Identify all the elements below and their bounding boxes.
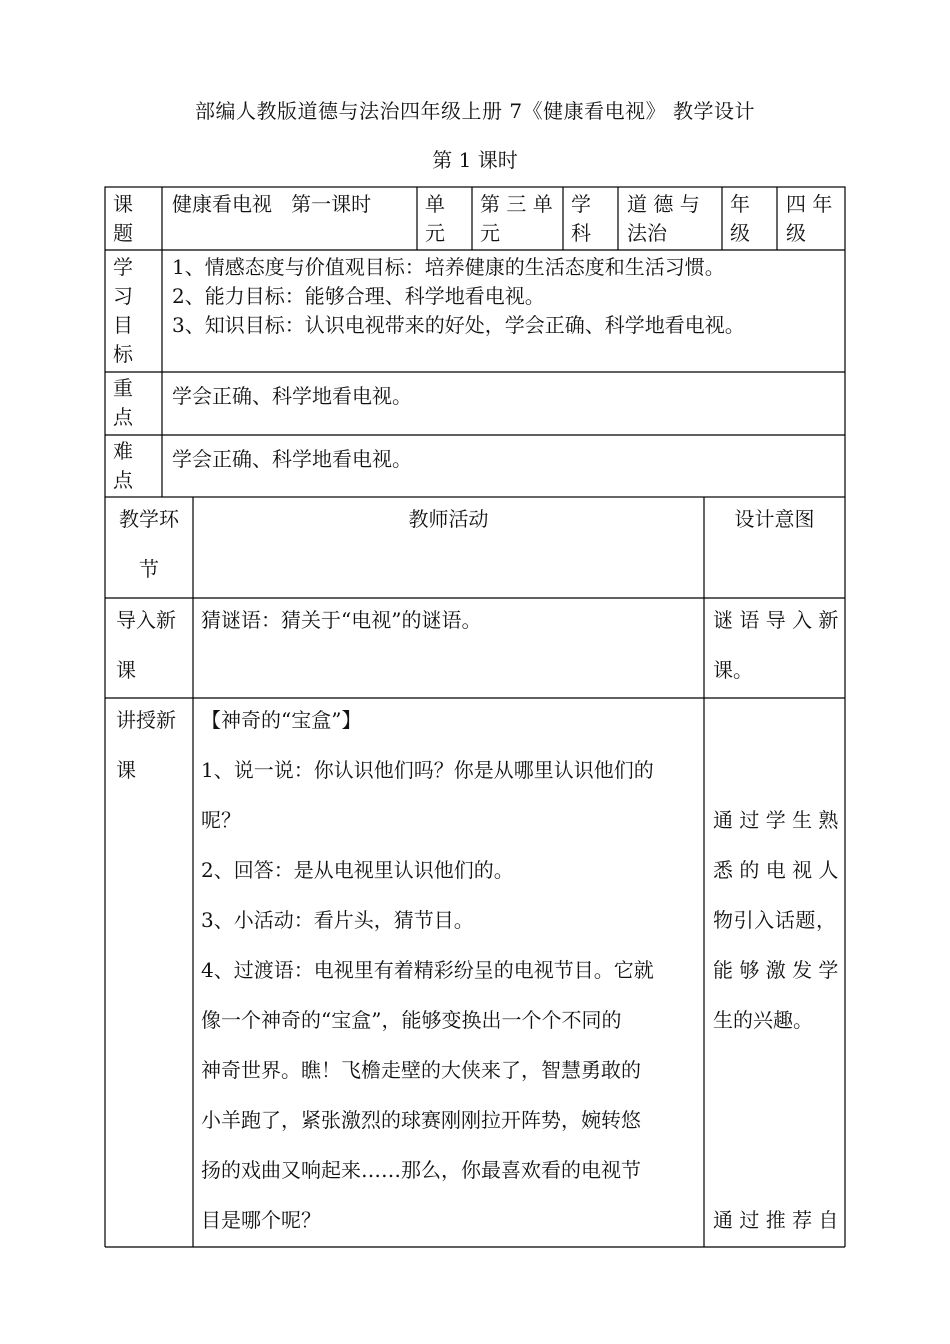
activity-line: 2、回答：是从电视里认识他们的。 [201, 858, 514, 882]
activity-line: 扬的戏曲又响起来……那么，你最喜欢看的电视节 [201, 1158, 641, 1182]
topic-label: 课 题 [113, 192, 133, 245]
topic-value: 健康看电视 第一课时 [172, 192, 372, 216]
difficulty-value: 学会正确、科学地看电视。 [172, 447, 412, 471]
activity-line: 3、小活动：看片头，猜节目。 [201, 908, 474, 932]
key-point-label: 重 点 [113, 376, 133, 429]
activity-line: 目是哪个呢？ [201, 1208, 321, 1232]
activity-line: 4、过渡语：电视里有着精彩纷呈的电视节目。它就 [201, 958, 654, 982]
intent-teaching-continued: 通 过 推 荐 自 [713, 1208, 839, 1232]
grade-value: 四 年 级 [786, 192, 833, 245]
subject-label: 学 科 [571, 192, 591, 245]
goal-item: 1、情感态度与价值观目标：培养健康的生活态度和生活习惯。 [172, 255, 725, 279]
activity-line: 神奇世界。瞧！飞檐走壁的大侠来了，智慧勇敢的 [201, 1058, 641, 1082]
stage-intro: 导入新 课 [116, 608, 176, 682]
goal-item: 2、能力目标：能够合理、科学地看电视。 [172, 284, 545, 308]
teacher-activity-header: 教师活动 [408, 507, 489, 531]
difficulty-label: 难 点 [113, 439, 133, 492]
activity-teaching [201, 695, 654, 1245]
key-point-value: 学会正确、科学地看电视。 [172, 384, 412, 408]
activity-line: 呢？ [201, 808, 241, 832]
activity-line: 【神奇的“宝盒”】 [201, 708, 362, 732]
stage-teaching: 讲授新 课 [116, 708, 176, 782]
document-subtitle: 第 1 课时 [432, 148, 518, 172]
design-intent-header: 设计意图 [734, 507, 815, 531]
unit-label: 单 元 [425, 192, 445, 245]
intent-teaching: 通 过 学 生 熟 悉 的 电 视 人 物引入话题， 能 够 激 发 学 生的兴趣。 [713, 808, 839, 1032]
document-title: 部编人教版道德与法治四年级上册 7《健康看电视》 教学设计 [195, 99, 755, 123]
intent-intro: 谜 语 导 入 新 课。 [713, 608, 839, 682]
goals-label: 学 习 目 标 [113, 255, 133, 366]
activity-line: 像一个神奇的“宝盒”，能够变换出一个个不同的 [201, 1008, 622, 1032]
goal-item: 3、知识目标：认识电视带来的好处，学会正确、科学地看电视。 [172, 313, 745, 337]
activity-intro: 猜谜语：猜关于“电视”的谜语。 [201, 608, 482, 632]
subject-value: 道 德 与 法治 [627, 192, 700, 245]
activity-line: 小羊跑了，紧张激烈的球赛刚刚拉开阵势，婉转悠 [201, 1108, 641, 1132]
grade-label: 年 级 [730, 192, 750, 245]
activity-line: 1、说一说：你认识他们吗？你是从哪里认识他们的 [201, 758, 654, 782]
stage-header: 教学环 节 [119, 507, 179, 581]
unit-value: 第 三 单 元 [480, 192, 553, 245]
goals-list [172, 253, 745, 340]
